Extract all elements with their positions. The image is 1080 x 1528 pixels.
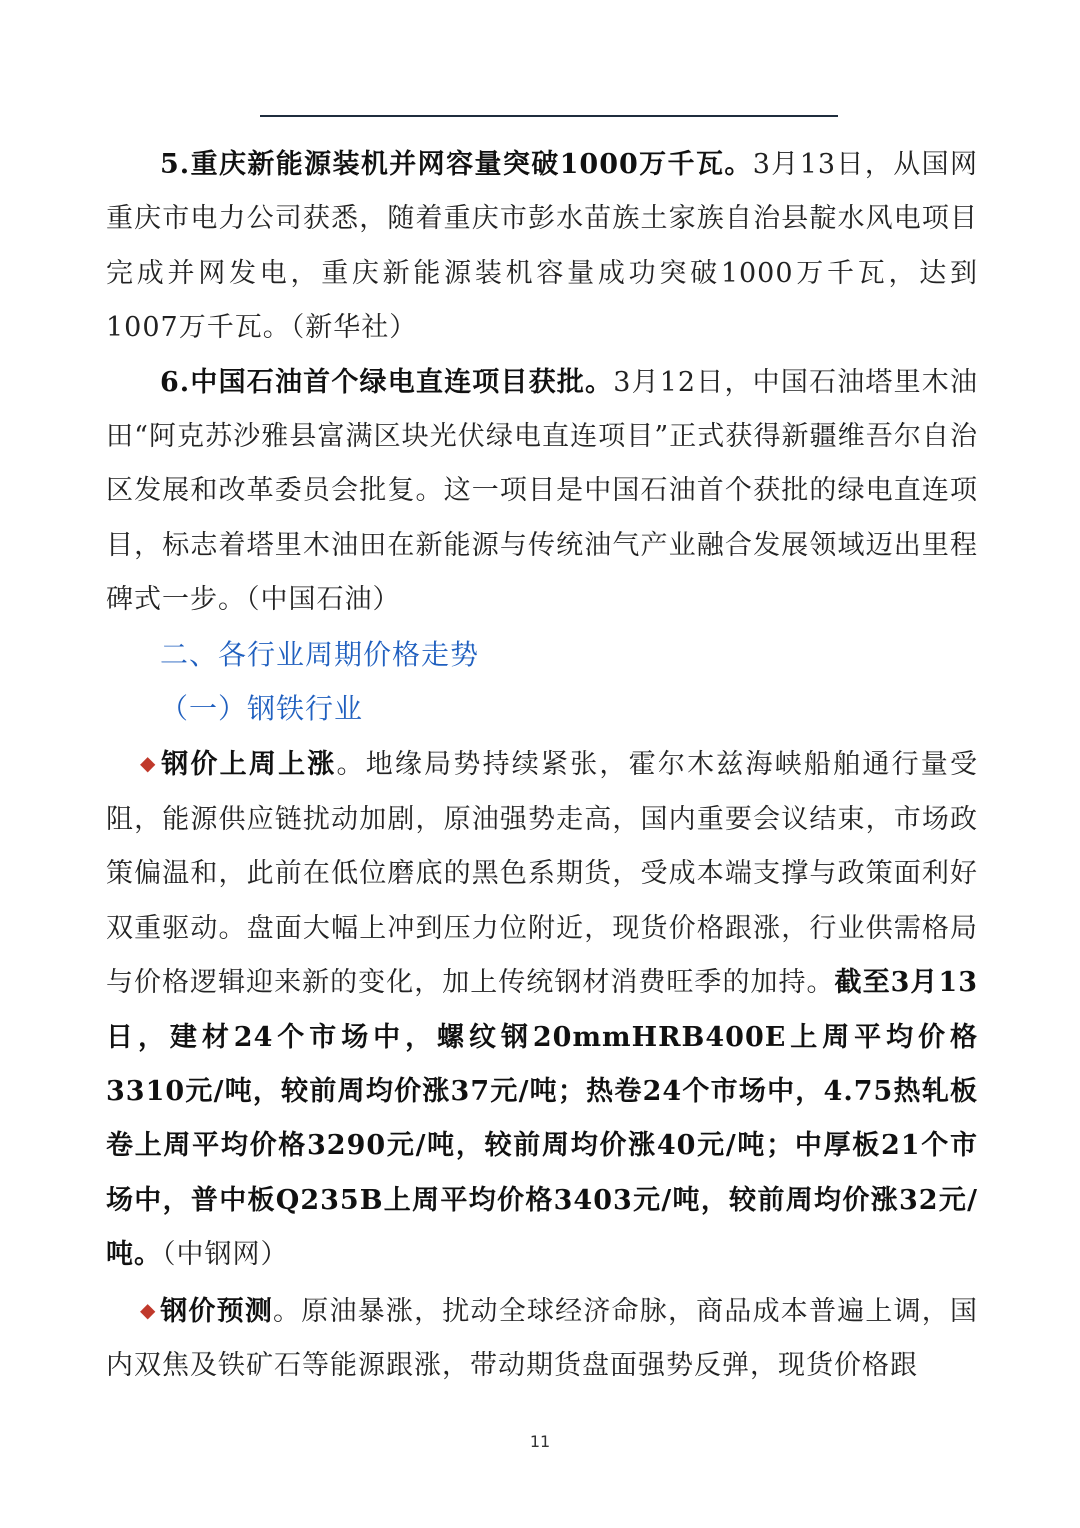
news-item-body: 3月12日，中国石油塔里木油田“阿克苏沙雅县富满区块光伏绿电直连项目”正式获得新疆维吾尔自治区发展和改革委员会批复。这一项目是中国石油首个获批的绿电直连项目，标志着塔里木油田在新能源与传统油气产业融合发展领域迈出里程碑式一步。（中国石油）: [106, 366, 978, 616]
news-item-6: [106, 356, 978, 628]
steel-forecast-paragraph: [106, 1283, 978, 1394]
news-item-title: 5.重庆新能源装机并网容量突破1000万千瓦。: [160, 149, 753, 180]
steel-price-paragraph: [106, 736, 978, 1282]
page-number: 11: [529, 1432, 551, 1451]
steel-forecast-body: 。原油暴涨，扰动全球经济命脉，商品成本普遍上调，国内双焦及铁矿石等能源跟涨，带动期货盘面强势反弹，现货价格跟: [106, 1295, 979, 1381]
page-content: [106, 138, 978, 1393]
subsection-heading: （一）钢铁行业: [160, 692, 364, 726]
steel-price-data: 截至3月13日，建材24个市场中，螺纹钢20mmHRB400E上周平均价格3310元/吨，较前周均价涨37元/吨；热卷24个市场中，4.75热轧板卷上周平均价格3290元/吨，较前周均价涨40元/吨；中厚板21个市场中，普中板Q235B上周平均价格3403元/吨，较前周均价涨32元/吨。: [106, 967, 978, 1271]
news-item-5: [106, 138, 978, 356]
section-heading: 二、各行业周期价格走势: [160, 637, 480, 671]
header-rule: [260, 115, 838, 117]
steel-price-source: （中钢网）: [162, 1239, 289, 1271]
news-item-body: 3月13日，从国网重庆市电力公司获悉，随着重庆市彭水苗族土家族自治县靛水风电项目完成并网发电，重庆新能源装机容量成功突破1000万千瓦，达到1007万千瓦。（新华社）: [106, 149, 978, 344]
diamond-bullet-icon: ◆: [140, 1297, 157, 1322]
diamond-bullet-icon: ◆: [140, 751, 157, 776]
steel-forecast-title: 钢价预测: [160, 1295, 274, 1327]
steel-price-title: 钢价上周上涨: [160, 749, 337, 781]
news-item-title: 6.中国石油首个绿电直连项目获批。: [160, 366, 614, 398]
steel-price-body: 。地缘局势持续紧张，霍尔木兹海峡船舶通行量受阻，能源供应链扰动加剧，原油强势走高，国内重要会议结束，市场政策偏温和，此前在低位磨底的黑色系期货，受成本端支撑与政策面利好双重驱动。盘面大幅上冲到压力位附近，现货价格跟涨，行业供需格局与价格逻辑迎来新的变化，加上传统钢材消费旺季的加持。: [106, 749, 978, 999]
